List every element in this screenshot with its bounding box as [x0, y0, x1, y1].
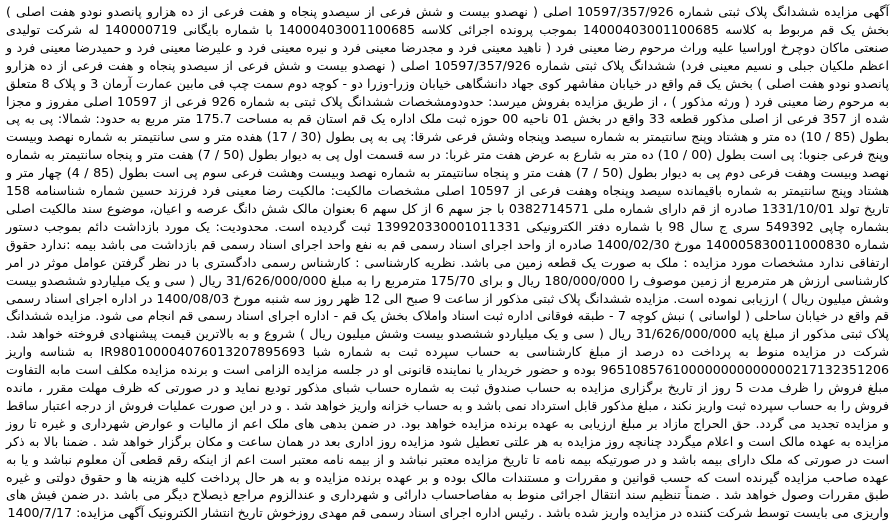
auction-notice-text: آگهی مزایده ششدانگ پلاک ثبتی شماره 10597/357/926 اصلی ( نهصدو بیست و شش فرعی از سیصدو پنجاه و هفت فرعی از ده هزارو پانصدو نودو هفت اصلی ) بخش یک قم مربوط به کلاسه 14000403001100685 بموجب پرونده اجرائی کلاسه 14000403001100685 با شماره بایگانی 140000719 له شرکت تولیدی صنعتی ماکان دوچرخ اوراسیا علیه وراث مرحوم رضا معینی فرد ( ناهید معینی فرد و مجدرضا معینی فرد و نیره معینی فرد و علیرضا معینی فرد و حمیدرضا معینی فرد و اعظم ملکیان جبلی و نسیم معینی فرد) ششدانگ پلاک ثبتی شماره 10597/357/926 اصلی ( نهصدو بیست و شش فرعی از سیصدو پنجاه و هفت فرعی از ده هزارو پانصدو نودو هفت اصلی ) بخش یک قم واقع در خیابان مفاشهر کوی جهاد دانشگاهی خیابان وزرا-وزرا دو - کوچه دوم سمت چپ فی مابین عمارت آرمان 3 و پلاک 8 متعلق به مرحوم رضا معینی فرد ( ورثه مذکور ) ، از طریق مزایده بفروش میرسد: حدودومشخصات ششدانگ پلاک ثبتی به شماره 926 فرعی از 10597 اصلی مفروز و مجزا شده از 357 فرعی از اصلی مذکور قطعه 33 واقع در بخش 01 ناحیه 00 حوزه ثبت ملک اداره یک قم استان قم به مساحت 175.7 متر مربع به حدود: شمالا: پی به پی بطول (85 / 10) ده متر و هشتاد وپنج سانتیمتر به شماره سیصد وپنجاه وشش فرعی شرقا: پی به پی بطول (30 / 17) هفده متر و سی سانتیمتر به شماره نهصد وبیست وپنج فرعی جنوبا: پی است بطول (00 / 10) ده متر به شارع به عرض هفت متر غربا: در سه قسمت اول پی به دیوار بطول (50 / 7) هفت متر و پنجاه سانتیمتر به شماره نهصد وبیست وهفت فرعی دوم پی به دیوار بطول (50 / 7) هفت متر و پنجاه سانتیمتر به شماره نهصد وبیست وهشت فرعی سوم پی است بطول (85 / 4) چهار متر و هشتاد وپنج سانتیمتر به شماره باقیمانده سیصد وپنجاه وهفت فرعی از 10597 اصلی مشخصات مالکیت: مالکیت رضا معینی فرد فرزند حسین شماره شناسنامه 158 تاریخ تولد 1331/10/01 صادره از قم دارای شماره ملی 0382714571 با جز سهم 6 از کل سهم 6 بعنوان مالک شش دانگ عرصه و اعیان، موضوع سند مالکیت اصلی بشماره چاپی 549392 سری ج سال 98 با شماره دفتر الکترونیکی 139920330001011331 ثبت گردیده است. محدودیت: یک مورد بازداشت دائم بموجب دستور شماره 140005830011000830 مورخ 1400/02/30 صادره از واحد اجرای اسناد رسمی قم به نفع واحد اجرای اسناد رسمی قم بازداشت می باشد بیمه :ندارد حقوق ارتفاقی ندارد مشخصات مورد مزایده : ملک به صورت یک قطعه زمین می باشد. نظریه کارشناسی : کارشناس رسمی دادگستری با در نظر گرفتن عوامل موثر در امر کارشناسی ارزش هر مترمربع از زمین موصوف را 180/000/000 ریال و برای 175/70 مترمربع را به مبلغ 31/626/000/000 ریال ( سی و یک میلیاردو ششصدو بیست وشش میلیون ریال ) ارزیابی نموده است. مزایده ششدانگ پلاک ثبتی مذکور از ساعت 9 صبح الی 12 ظهر روز سه شنبه مورخ 1400/08/03 در اداره اجرای اسناد رسمی قم واقع در خیابان ساحلی ( لواسانی ) نبش کوچه 7 - طبقه فوقانی اداره ثبت اسناد واملاک بخش یک قم - اداره اجرای اسناد رسمی قم انجام می شود. مزایده ششدانگ پلاک ثبتی مذکور از مبلغ پایه 31/626/000/000 ریال ( سی و یک میلیاردو ششصدو بیست وشش میلیون ریال ) شروع و به بالاترین قیمت پیشنهادی فروخته خواهد شد. شرکت در مزایده منوط به پرداخت ده درصد از مبلغ کارشناسی به حساب سپرده ثبت به شماره شبا IR980100004076013207895693 به شناسه واریز 965108576100000000000000217132351206 بوده و حضور خریدار یا نماینده قانونی او در جلسه مزایده الزامی است و برنده مزایده مکلف است مابه التفاوت مبلغ فروش را ظرف مدت 5 روز از تاریخ برگزاری مزایده به حساب صندوق ثبت به شماره حساب شبای مذکور تودیع نماید و در صورتی که ظرف مهلت مقرر ، مانده فروش را به حساب سپرده ثبت واریز نکند ، مبلغ مذکور قابل استرداد نمی باشد و به حساب خزانه واریز خواهد شد . و در این صورت عملیات فروش از درجه اعتبار ساقط و مزایده تجدید می گردد. حق الحراج مازاد بر مبلغ ارزیابی به عهده برنده مزایده خواهد بود. در ضمن بدهی های ملک اعم از مالیات و عوارض شهرداری و غیره تا روز مزایده به عهده مالک است و اعلام میگردد چنانچه روز مزایده به هر علتی تعطیل شود مزایده روز اداری بعد در همان ساعت و مکان برگزار خواهد شد . ضمنا بالا به ذکر است در صورتی که ملک دارای بیمه باشد و در صورتیکه بیمه نامه تا تاریخ مزایده معتبر نباشد و از بیمه نامه معتبر است اعم از اینکه رقم قطعی آن معلوم نباشد و یا به عهده صاحب مزایده گیرنده است که حسب قوانین و مقررات و مستندات مالک بوده و بر عهده برنده مزایده و به هر حال پرداخت کلیه هزینه ها و حقوق دولتی و غیره طبق مقررات وصول خواهد شد . ضمناً تنظیم سند انتقال اجرائی منوط به مفاصاحساب دارائی و شهرداری و عندالزوم مراجع ذیصلاح دیگر می باشد .در ضمن فیش های واریزی می بایست توسط شرکت کننده در مزایده واریز شده باشد . رئیس اداره اجرای اسناد رسمی قم مهدی روزخوش تاریخ انتشار الکترونیک آگهی مزایده: 1400/7/17: [6, 4, 890, 521]
